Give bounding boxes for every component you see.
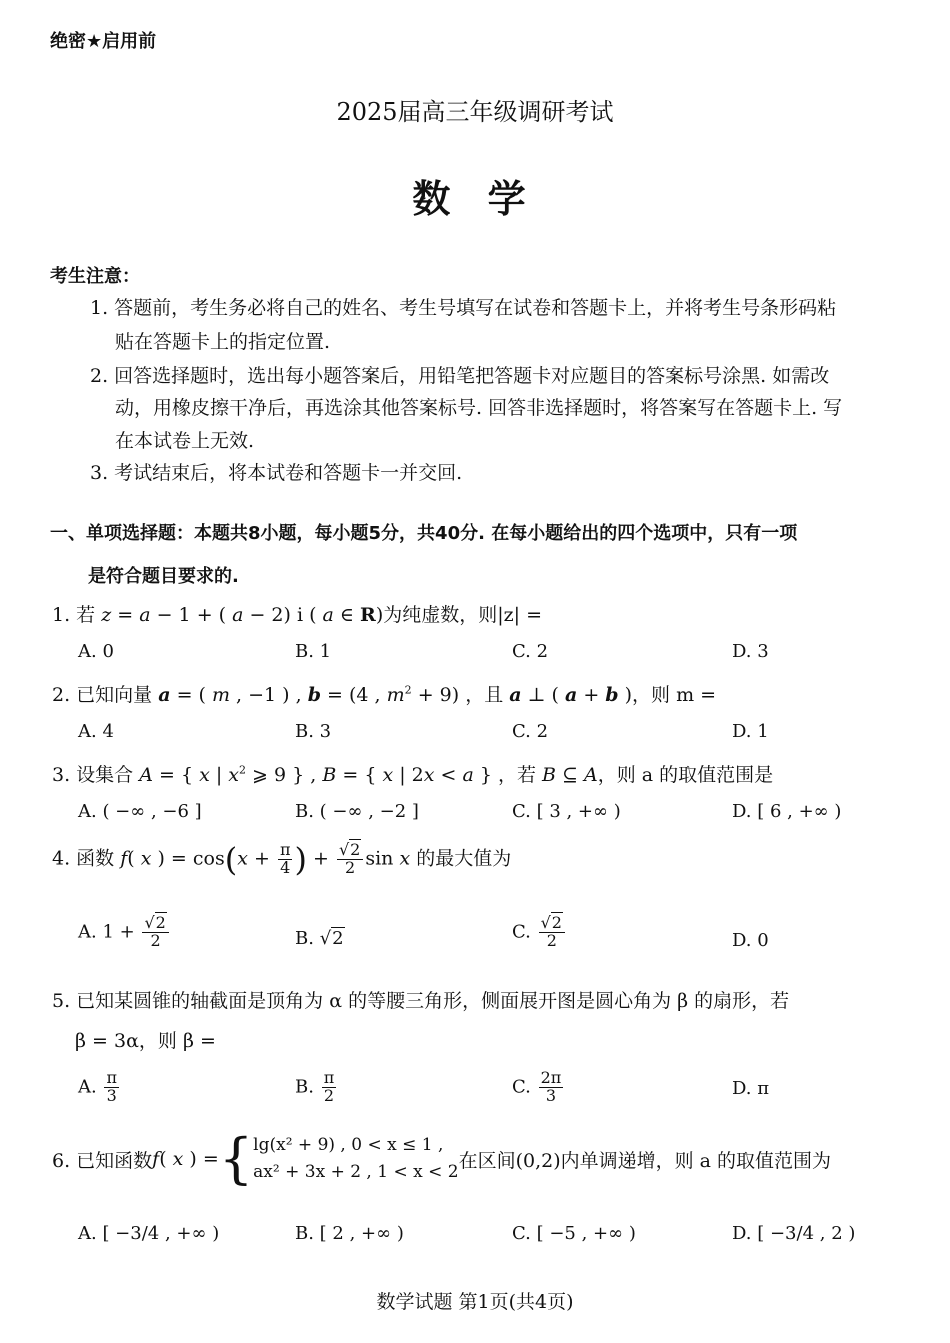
q4-option-b[interactable]: B. √2 xyxy=(295,928,344,949)
q1-option-a[interactable]: A. 0 xyxy=(78,641,114,662)
secrecy-label: 绝密★启用前 xyxy=(50,31,157,52)
subject-title: 数 学 xyxy=(412,177,538,221)
q2-option-b[interactable]: B. 3 xyxy=(295,721,332,742)
notice-heading: 考生注意： xyxy=(50,266,140,287)
notice-item: 3. 考试结束后，将本试卷和答题卡一并交回. xyxy=(90,462,463,484)
q1-option-c[interactable]: C. 2 xyxy=(512,641,549,662)
q3-option-a[interactable]: A. ( −∞ , −6 ] xyxy=(78,801,202,822)
exam-title: 2025届高三年级调研考试 xyxy=(336,98,614,126)
question-1-stem: 1. 若 z = a − 1 + ( a − 2) i ( a ∈ R)为纯虚数，则|z| = xyxy=(52,604,543,626)
question-2-stem: 2. 已知向量 a = ( m , −1 ) , b = (4 , $m^2 + 9$) ，且 a ⊥ ( a + b )，则 m = xyxy=(52,683,717,706)
question-5-stem-cont: β = 3α，则 β = xyxy=(75,1030,216,1052)
question-3-stem: 3. 设集合 A = { x | $x^2$ ⩾ 9 } , B = { x | 2x < a } ，若 B ⊆ A，则 a 的取值范围是 xyxy=(52,763,774,786)
q4-option-c[interactable]: C. $\frac{√2}{2}$ xyxy=(512,915,567,950)
q5-option-d[interactable]: D. π xyxy=(732,1078,770,1099)
q1-option-b[interactable]: B. 1 xyxy=(295,641,332,662)
notice-item: 贴在答题卡上的指定位置. xyxy=(115,331,331,353)
notice-item: 在本试卷上无效. xyxy=(115,430,255,452)
q2-option-a[interactable]: A. 4 xyxy=(78,721,114,742)
question-4-stem: 4. 函数 f( x ) = cos(x + $\frac{\pi}{4}$ ) + $\frac{√2}{2}$ sin x 的最大值为 xyxy=(52,840,512,879)
question-6-stem: 6. 已知函数 f( x ) = { lg(x² + 9) , 0 < x ≤ 1 , ax² + 3x + 2 , 1 < x < 2 在区间(0,2)内单调递增，则 a 的取值范围为 xyxy=(52,1127,832,1191)
q6-option-b[interactable]: B. [ 2 , +∞ ) xyxy=(295,1223,404,1244)
notice-item: 2. 回答选择题时，选出每小题答案后，用铅笔把答题卡对应题目的答案标号涂黑. 如需改 xyxy=(90,365,830,387)
q6-option-c[interactable]: C. [ −5 , +∞ ) xyxy=(512,1223,636,1244)
q2-option-d[interactable]: D. 1 xyxy=(732,721,769,742)
q4-option-a[interactable]: A. 1 + $\frac{√2}{2}$ xyxy=(78,915,171,950)
q3-option-b[interactable]: B. ( −∞ , −2 ] xyxy=(295,801,419,822)
q3-option-d[interactable]: D. [ 6 , +∞ ) xyxy=(732,801,842,822)
page-footer: 数学试题 第1页(共4页) xyxy=(376,1291,574,1313)
question-5-stem: 5. 已知某圆锥的轴截面是顶角为 α 的等腰三角形，侧面展开图是圆心角为 β 的扇形，若 xyxy=(52,990,790,1012)
q6-option-a[interactable]: A. [ −3/4 , +∞ ) xyxy=(78,1223,220,1244)
q3-option-c[interactable]: C. [ 3 , +∞ ) xyxy=(512,801,621,822)
notice-item: 动，用橡皮擦干净后，再选涂其他答案标号. 回答非选择题时，将答案写在答题卡上. 写 xyxy=(115,397,843,419)
q6-option-d[interactable]: D. [ −3/4 , 2 ) xyxy=(732,1223,856,1244)
section-heading-cont: 是符合题目要求的. xyxy=(88,566,239,587)
q2-option-c[interactable]: C. 2 xyxy=(512,721,549,742)
q4-option-d[interactable]: D. 0 xyxy=(732,930,769,951)
notice-item: 1. 答题前，考生务必将自己的姓名、考生号填写在试卷和答题卡上，并将考生号条形码粘 xyxy=(90,297,837,319)
q5-option-c[interactable]: C. $\frac{2\pi}{3}$ xyxy=(512,1068,562,1105)
section-heading: 一、单项选择题：本题共8小题，每小题5分，共40分. 在每小题给出的四个选项中，只有一项 xyxy=(50,523,798,544)
q5-option-b[interactable]: B. $\frac{\pi}{2}$ xyxy=(295,1068,335,1105)
q1-option-d[interactable]: D. 3 xyxy=(732,641,769,662)
q5-option-a[interactable]: A. $\frac{\pi}{3}$ xyxy=(78,1068,117,1105)
